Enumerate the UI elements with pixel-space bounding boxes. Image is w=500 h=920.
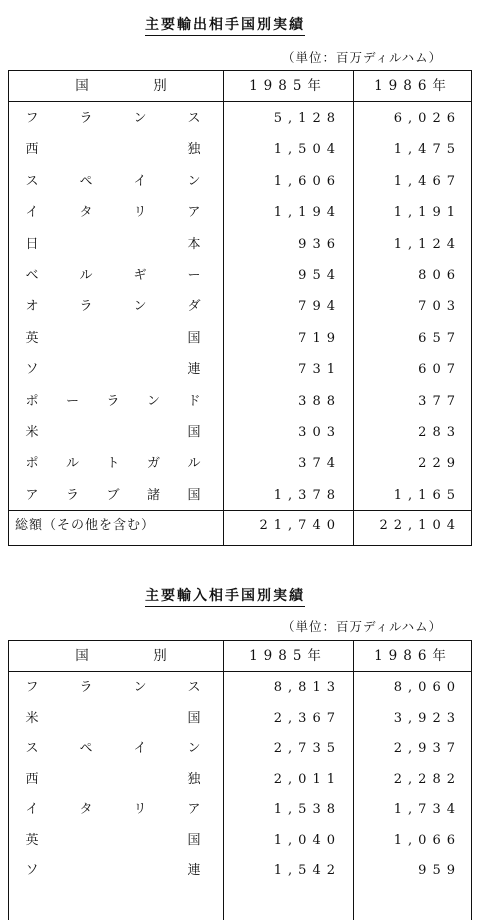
country-char: イ [133, 173, 147, 189]
value-1985: 303 [298, 425, 341, 440]
country-char: ル [79, 268, 93, 283]
value-1985: 2,011 [273, 771, 341, 787]
table-row-country [23, 141, 203, 159]
country-char: 日 [25, 236, 39, 252]
country-char: ア [25, 487, 39, 503]
country-char: 米 [25, 710, 39, 726]
country-char: 連 [187, 863, 201, 878]
country-char: 諸 [146, 487, 160, 503]
table-row-country [23, 298, 203, 316]
country-char: ン [133, 299, 147, 315]
import-table-title: 主要輸入相手国別実績 [145, 585, 305, 607]
country-char: タ [79, 205, 93, 221]
header-1985: 1985年 [249, 78, 327, 94]
header-divider [9, 671, 471, 672]
table-row-country [23, 710, 203, 728]
total-divider [9, 510, 471, 511]
value-1985: 1,040 [273, 832, 341, 848]
table-row-country [23, 173, 203, 191]
country-char: ト [106, 456, 120, 472]
table-row-country [23, 204, 203, 222]
header-1986: 1986年 [374, 648, 452, 664]
country-char: ド [187, 393, 201, 409]
country-char: 連 [187, 362, 201, 378]
country-char: 国 [187, 832, 201, 848]
value-1986: 8,060 [393, 680, 461, 695]
country-char: 国 [187, 487, 201, 503]
value-1985: 731 [298, 362, 341, 378]
value-1985: 388 [298, 393, 341, 409]
country-char: ガ [146, 456, 160, 472]
total-1986: 22,104 [379, 518, 461, 533]
country-char: ペ [79, 173, 93, 189]
table-row-country [23, 267, 203, 285]
country-char: ア [187, 802, 201, 817]
value-1986: 1,165 [393, 487, 461, 503]
country-char: ポ [25, 456, 39, 472]
table-row-country [23, 740, 203, 758]
country-char: 独 [187, 142, 201, 158]
value-1986: 657 [418, 330, 461, 346]
value-1986: 1,124 [393, 236, 461, 252]
country-char: フ [25, 680, 39, 695]
country-char: フ [25, 111, 39, 126]
country-char: ブ [106, 487, 120, 503]
header-1986: 1986年 [374, 78, 452, 94]
table-row-country [23, 832, 203, 850]
country-char: ソ [25, 863, 39, 878]
export-unit-label: （単位：百万ディルハム） [282, 50, 443, 65]
country-char: 米 [25, 425, 39, 440]
country-char: ラ [65, 487, 79, 503]
value-1985: 2,735 [273, 741, 341, 756]
total-1985: 21,740 [259, 518, 341, 533]
country-char: ギ [133, 268, 147, 283]
value-1985: 374 [298, 456, 341, 472]
country-char: ス [187, 111, 201, 126]
value-1986: 607 [418, 362, 461, 378]
value-1985: 954 [298, 268, 341, 283]
value-1986: 6,026 [393, 111, 461, 126]
value-1986: 1,475 [393, 142, 461, 158]
country-char: ン [133, 111, 147, 126]
country-char: 西 [25, 771, 39, 787]
country-char: ダ [187, 299, 201, 315]
country-char: ラ [106, 393, 120, 409]
value-1986: 959 [418, 863, 461, 878]
country-char: ペ [79, 741, 93, 756]
value-1986: 2,937 [393, 741, 461, 756]
header-country: 国 別 [75, 78, 173, 94]
value-1985: 1,538 [273, 802, 341, 817]
country-char: イ [133, 741, 147, 756]
country-char: 独 [187, 771, 201, 787]
country-char: ラ [79, 111, 93, 126]
value-1986: 2,282 [393, 771, 461, 787]
value-1985: 5,128 [273, 111, 341, 126]
value-1986: 1,191 [393, 205, 461, 221]
country-char: ポ [25, 393, 39, 409]
table-row-country [23, 236, 203, 254]
country-char: 国 [187, 330, 201, 346]
table-row-country [23, 801, 203, 819]
country-char: ス [25, 173, 39, 189]
value-1985: 1,504 [273, 142, 341, 158]
table-row-country [23, 424, 203, 442]
country-char: ン [187, 741, 201, 756]
value-1986: 1,467 [393, 173, 461, 189]
country-char: 英 [25, 832, 39, 848]
header-country: 国 別 [75, 648, 173, 664]
country-char: ス [25, 741, 39, 756]
country-char: 国 [187, 425, 201, 440]
country-char: ン [146, 393, 160, 409]
value-1985: 1,542 [273, 863, 341, 878]
table-row-country [23, 110, 203, 128]
value-1986: 229 [418, 456, 461, 472]
country-char: ベ [25, 268, 39, 283]
import-table [8, 640, 472, 920]
table-row-country [23, 679, 203, 697]
country-char: リ [133, 802, 147, 817]
header-1985: 1985年 [249, 648, 327, 664]
country-char: ー [187, 268, 201, 283]
country-char: イ [25, 205, 39, 221]
country-char: ル [65, 456, 79, 472]
value-1985: 8,813 [273, 680, 341, 695]
country-char: ル [187, 456, 201, 472]
country-char: ス [187, 680, 201, 695]
value-1985: 2,367 [273, 710, 341, 726]
export-table-title: 主要輸出相手国別実績 [145, 14, 305, 36]
country-char: オ [25, 299, 39, 315]
value-1986: 283 [418, 425, 461, 440]
table-row-country [23, 330, 203, 348]
value-1986: 1,734 [393, 802, 461, 817]
value-1985: 1,606 [273, 173, 341, 189]
table-row-country [23, 487, 203, 505]
export-table [8, 70, 472, 546]
table-row-country [23, 771, 203, 789]
country-char: タ [79, 802, 93, 817]
country-char: イ [25, 802, 39, 817]
value-1985: 1,378 [273, 487, 341, 503]
country-char: ソ [25, 362, 39, 378]
value-1985: 794 [298, 299, 341, 315]
country-char: 英 [25, 330, 39, 346]
value-1986: 703 [418, 299, 461, 315]
value-1985: 1,194 [273, 205, 341, 221]
table-row-country [23, 862, 203, 880]
value-1986: 1,066 [393, 832, 461, 848]
value-1985: 936 [298, 236, 341, 252]
country-char: 本 [187, 236, 201, 252]
country-char: 国 [187, 710, 201, 726]
country-char: 西 [25, 142, 39, 158]
country-char: リ [133, 205, 147, 221]
table-row-country [23, 361, 203, 379]
country-char: ア [187, 205, 201, 221]
country-char: ン [187, 173, 201, 189]
country-char: ン [133, 680, 147, 695]
table-row-country [23, 455, 203, 473]
total-label: 総額（その他を含む） [15, 518, 156, 533]
value-1986: 806 [418, 268, 461, 283]
value-1986: 3,923 [393, 710, 461, 726]
import-unit-label: （単位：百万ディルハム） [282, 619, 443, 634]
value-1985: 719 [298, 330, 341, 346]
country-char: ー [65, 393, 79, 409]
country-char: ラ [79, 680, 93, 695]
table-row-country [23, 393, 203, 411]
header-divider [9, 101, 471, 102]
value-1986: 377 [418, 393, 461, 409]
country-char: ラ [79, 299, 93, 315]
